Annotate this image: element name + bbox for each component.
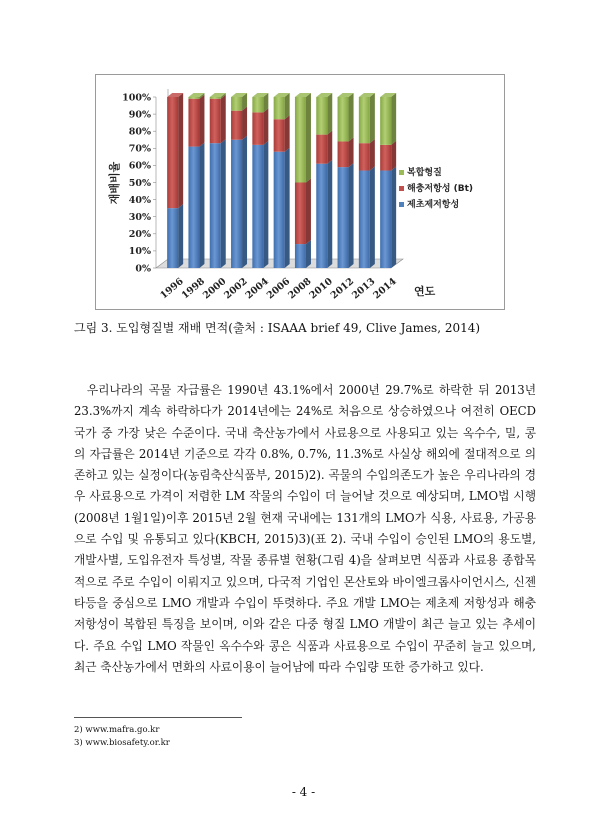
x-tick-label: 2014 xyxy=(371,276,399,302)
y-tick-label: 100% xyxy=(122,92,151,104)
bar-segment-side xyxy=(370,139,375,170)
bar-segment-side xyxy=(199,143,204,268)
x-tick-label: 2004 xyxy=(243,276,271,302)
bar-segment-side xyxy=(285,93,290,119)
bar-segment xyxy=(338,97,349,141)
x-axis-label: 연도 xyxy=(414,285,436,298)
bar-segment xyxy=(380,145,391,171)
bar-segment-side xyxy=(327,131,332,164)
stacked-bar-chart xyxy=(96,75,504,309)
x-tick-label: 2012 xyxy=(328,276,357,302)
bar-segment xyxy=(359,97,370,143)
bar-segment xyxy=(252,112,263,144)
bar-segment-side xyxy=(263,141,268,268)
x-tick-label: 2008 xyxy=(286,276,314,302)
bar-segment xyxy=(295,183,306,245)
y-tick-label: 50% xyxy=(128,177,151,189)
body-paragraph: 우리나라의 곡물 자급률은 1990년 43.1%에서 2000년 29.7%로 하락한 뒤 2013년 23.3%까지 계속 하락하다가 2014년에는 24%로 처음으로 상승하였으나 여전히 OECD 국가 중 가장 낮은 수준이다. 국내 축산농가에서 사료용으로 사용되고 있는 옥수수, 밀, 콩의 자급률은 2014년 기준으로 각각 0.8%, 0.7%, 11.3%로 사실상 해외에 절대적으로 의존하고 있는 실정이다(농림축산식품부, 2015)2). 곡물의 수입의존도가 높은 우리나라의 경우 사료용으로 가격이 저렴한 LM 작물의 수입이 더 늘어날 것으로 예상되며, LMO법 시행(2008년 1월1일)이후 2015년 2월 현재 국내에는 131개의 LMO가 식용, 사료용, 가공용으로 수입 및 유통되고 있다(KBCH, 2015)3)(표 2). 국내 수입이 승인된 LMO의 용도별, 개발사별, 도입유전자 특성별, 작물 종류별 현황(그림 4)을 살펴보면 식품과 사료용 종합목적으로 주로 수입이 이뤄지고 있으며, 다국적 기업인 몬산토와 바이엘크롭사이언시스, 신젠타등을 중심으로 LMO 개발과 수입이 뚜렷하다. 주요 개발 LMO는 제초제 저항성과 해충저항성이 복합된 특징을 보이며, 이와 같은 다중 형질 LMO 개발이 최근 늘고 있는 추세이다. 주요 수입 LMO 작물인 옥수수와 콩은 식품과 사료용으로 수입이 꾸준히 늘고 있으며, 최근 축산농가에서 면화의 사료이용이 늘어남에 따라 수입량 또한 증가하고 있다. xyxy=(74,383,536,674)
x-tick-label: 2000 xyxy=(200,276,229,302)
bar-segment-side xyxy=(349,93,354,141)
bar-segment xyxy=(295,97,306,183)
bar-segment xyxy=(316,97,327,135)
y-tick-label: 70% xyxy=(128,143,151,155)
bar-segment xyxy=(274,152,285,268)
y-tick-label: 90% xyxy=(128,109,151,121)
y-tick-label: 0% xyxy=(135,263,151,275)
bar-segment xyxy=(167,97,178,208)
legend-label: 해충저항성 (Bt) xyxy=(407,184,473,194)
y-tick-label: 80% xyxy=(128,126,151,138)
bar-segment xyxy=(188,147,199,268)
bar-segment xyxy=(231,97,242,111)
bar-segment-side xyxy=(242,107,247,140)
y-tick-label: 10% xyxy=(128,246,151,258)
bar-segment xyxy=(359,171,370,268)
bar-segment-side xyxy=(285,115,290,151)
y-tick-label: 60% xyxy=(128,160,151,172)
bar-segment xyxy=(231,111,242,140)
bar-segment-side xyxy=(178,93,183,208)
legend-swatch xyxy=(399,202,404,207)
bar-segment-side xyxy=(221,95,226,143)
legend-swatch xyxy=(399,170,404,175)
bar-segment xyxy=(338,167,349,268)
legend-label: 제초제저항성 xyxy=(407,200,460,210)
chart-legend xyxy=(399,166,473,210)
bar-segment xyxy=(274,119,285,151)
x-tick-label: 2010 xyxy=(307,276,335,302)
bar-segment-side xyxy=(199,95,204,147)
x-tick-label: 2002 xyxy=(222,276,250,302)
bar-segment-side xyxy=(263,108,268,144)
bar-segment-side xyxy=(306,179,311,245)
bar-segment xyxy=(231,140,242,268)
bar-segment xyxy=(167,208,178,268)
x-tick-label: 1998 xyxy=(179,276,208,302)
bar-segment xyxy=(380,97,391,145)
x-tick-label: 2006 xyxy=(264,276,293,302)
footnote-3: 3) www.biosafety.or.kr xyxy=(74,738,170,748)
x-tick-label: 1996 xyxy=(158,276,186,302)
bar-segment xyxy=(252,97,263,112)
bar-segment xyxy=(210,143,221,268)
figure-caption: 그림 3. 도입형질별 재배 면적(출처 : ISAAA brief 49, Clive James, 2014) xyxy=(74,321,481,335)
bar-segment xyxy=(316,135,327,164)
legend-swatch xyxy=(399,186,404,191)
bar-segment-side xyxy=(306,93,311,183)
bar-segment xyxy=(210,97,221,99)
footnotes xyxy=(74,724,170,750)
bar-segment xyxy=(338,141,349,167)
bar-segment xyxy=(188,97,199,99)
bar-segment-side xyxy=(391,167,396,268)
bar-segment xyxy=(295,244,306,268)
y-axis-label: 재배비율 xyxy=(108,161,121,205)
bar-segment xyxy=(210,99,221,143)
footnote-2: 2) www.mafra.go.kr xyxy=(74,725,160,735)
bar-segment-side xyxy=(221,139,226,268)
bar-segment-side xyxy=(306,240,311,268)
footnote-divider xyxy=(74,717,242,718)
bar-segment-side xyxy=(349,163,354,268)
bar-segment-side xyxy=(391,93,396,145)
bar-segment xyxy=(274,97,285,119)
bar-segment-side xyxy=(242,136,247,268)
chart-figure xyxy=(95,74,505,310)
bar-segment-side xyxy=(370,93,375,143)
bar-segment-side xyxy=(285,148,290,268)
y-tick-label: 40% xyxy=(128,194,151,206)
legend-label: 복합형질 xyxy=(407,168,442,178)
bar-segment-side xyxy=(349,137,354,167)
bar-segment-side xyxy=(178,204,183,268)
bar-segment-side xyxy=(370,167,375,268)
bar-segment-side xyxy=(327,93,332,135)
bar-segment xyxy=(316,164,327,268)
page-number: - 4 - xyxy=(291,785,316,799)
y-tick-label: 30% xyxy=(128,212,151,223)
bar-segment-side xyxy=(327,160,332,268)
bar-segment xyxy=(359,143,370,170)
bar-segment xyxy=(380,171,391,268)
y-tick-label: 20% xyxy=(128,229,151,241)
bar-segment xyxy=(252,145,263,268)
bar-segment-side xyxy=(391,141,396,171)
bar-segment xyxy=(188,99,199,147)
x-tick-label: 2013 xyxy=(350,276,378,302)
